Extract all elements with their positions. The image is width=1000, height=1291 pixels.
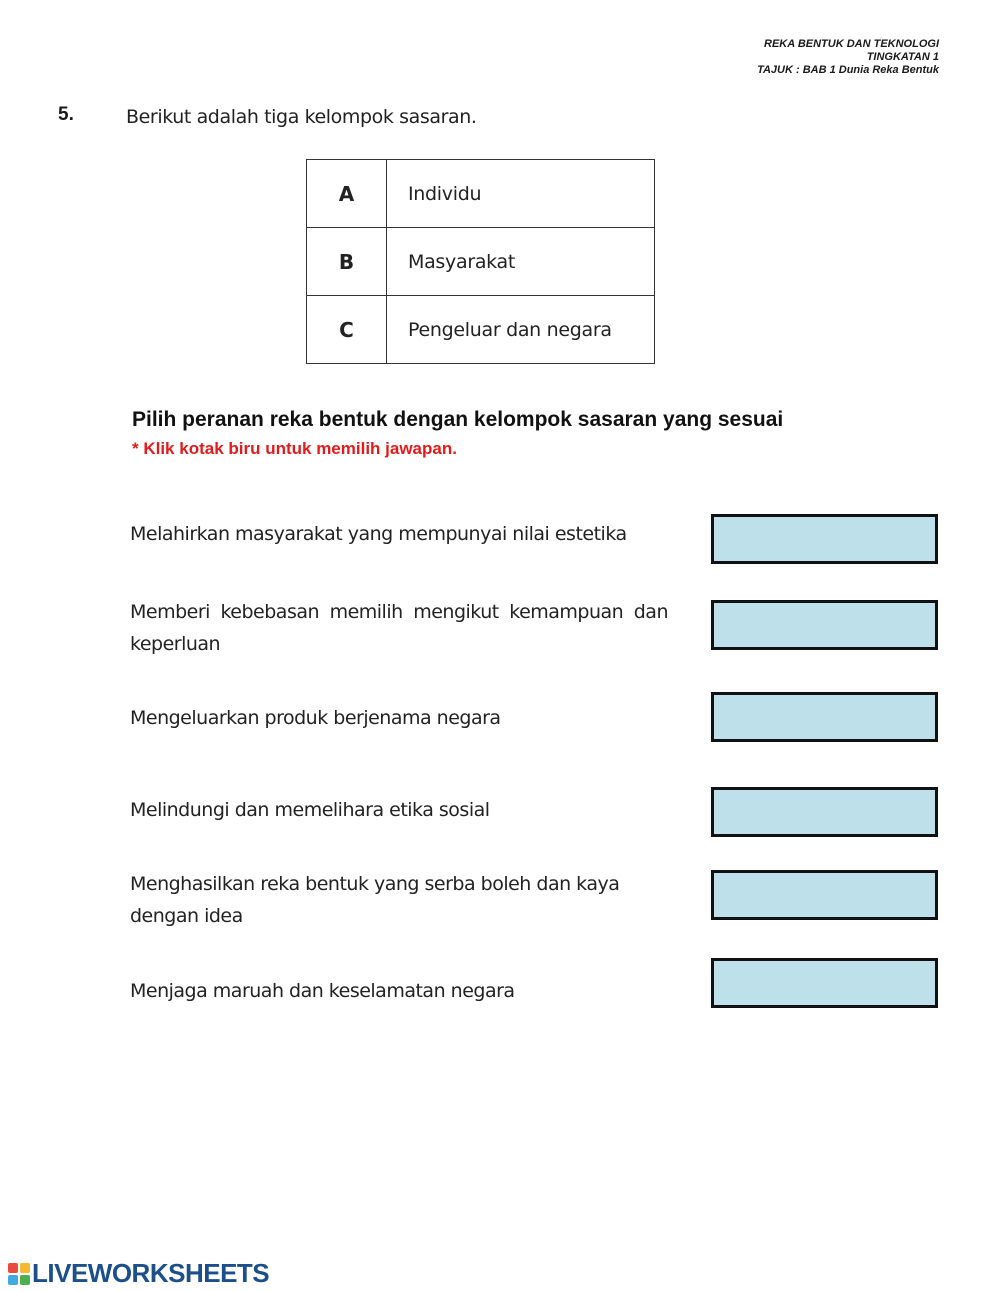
hint-text: * Klik kotak biru untuk memilih jawapan. <box>132 439 457 458</box>
header-topic: TAJUK : BAB 1 Dunia Reka Bentuk <box>757 64 939 76</box>
logo-square <box>20 1275 30 1285</box>
logo-text: LIVEWORKSHEETS <box>32 1258 270 1288</box>
logo-icon <box>8 1263 30 1285</box>
liveworksheets-logo <box>8 1258 269 1289</box>
group-label: Individu <box>387 160 655 228</box>
group-label: Pengeluar dan negara <box>387 296 655 364</box>
answer-box-2[interactable] <box>711 600 938 650</box>
answer-box-5[interactable] <box>711 870 938 920</box>
answer-box-1[interactable] <box>711 514 938 564</box>
statement-3: Mengeluarkan produk berjenama negara <box>130 707 501 729</box>
statement-1: Melahirkan masyarakat yang mempunyai nilai estetika <box>130 523 627 545</box>
logo-square <box>20 1263 30 1273</box>
logo-square <box>8 1275 18 1285</box>
statement-6: Menjaga maruah dan keselamatan negara <box>130 980 515 1002</box>
logo-square <box>8 1263 18 1273</box>
table-row <box>307 160 655 228</box>
question-number: 5. <box>58 104 74 125</box>
group-key: A <box>307 160 387 228</box>
group-label: Masyarakat <box>387 228 655 296</box>
instruction-text: Pilih peranan reka bentuk dengan kelompok sasaran yang sesuai <box>132 408 784 431</box>
header-form: TINGKATAN 1 <box>866 51 939 63</box>
answer-box-3[interactable] <box>711 692 938 742</box>
statement-2: Memberi kebebasan memilih mengikut kemampuan dan keperluan <box>130 601 668 655</box>
statement-4: Melindungi dan memelihara etika sosial <box>130 799 490 821</box>
table-row <box>307 228 655 296</box>
group-key: B <box>307 228 387 296</box>
header-subject: REKA BENTUK DAN TEKNOLOGI <box>764 38 939 50</box>
document-header <box>757 38 939 77</box>
table-row <box>307 296 655 364</box>
answer-box-6[interactable] <box>711 958 938 1008</box>
target-groups-table <box>306 159 655 364</box>
answer-box-4[interactable] <box>711 787 938 837</box>
question-text: Berikut adalah tiga kelompok sasaran. <box>126 106 477 128</box>
group-key: C <box>307 296 387 364</box>
statement-5: Menghasilkan reka bentuk yang serba boleh dan kaya dengan idea <box>130 873 620 927</box>
